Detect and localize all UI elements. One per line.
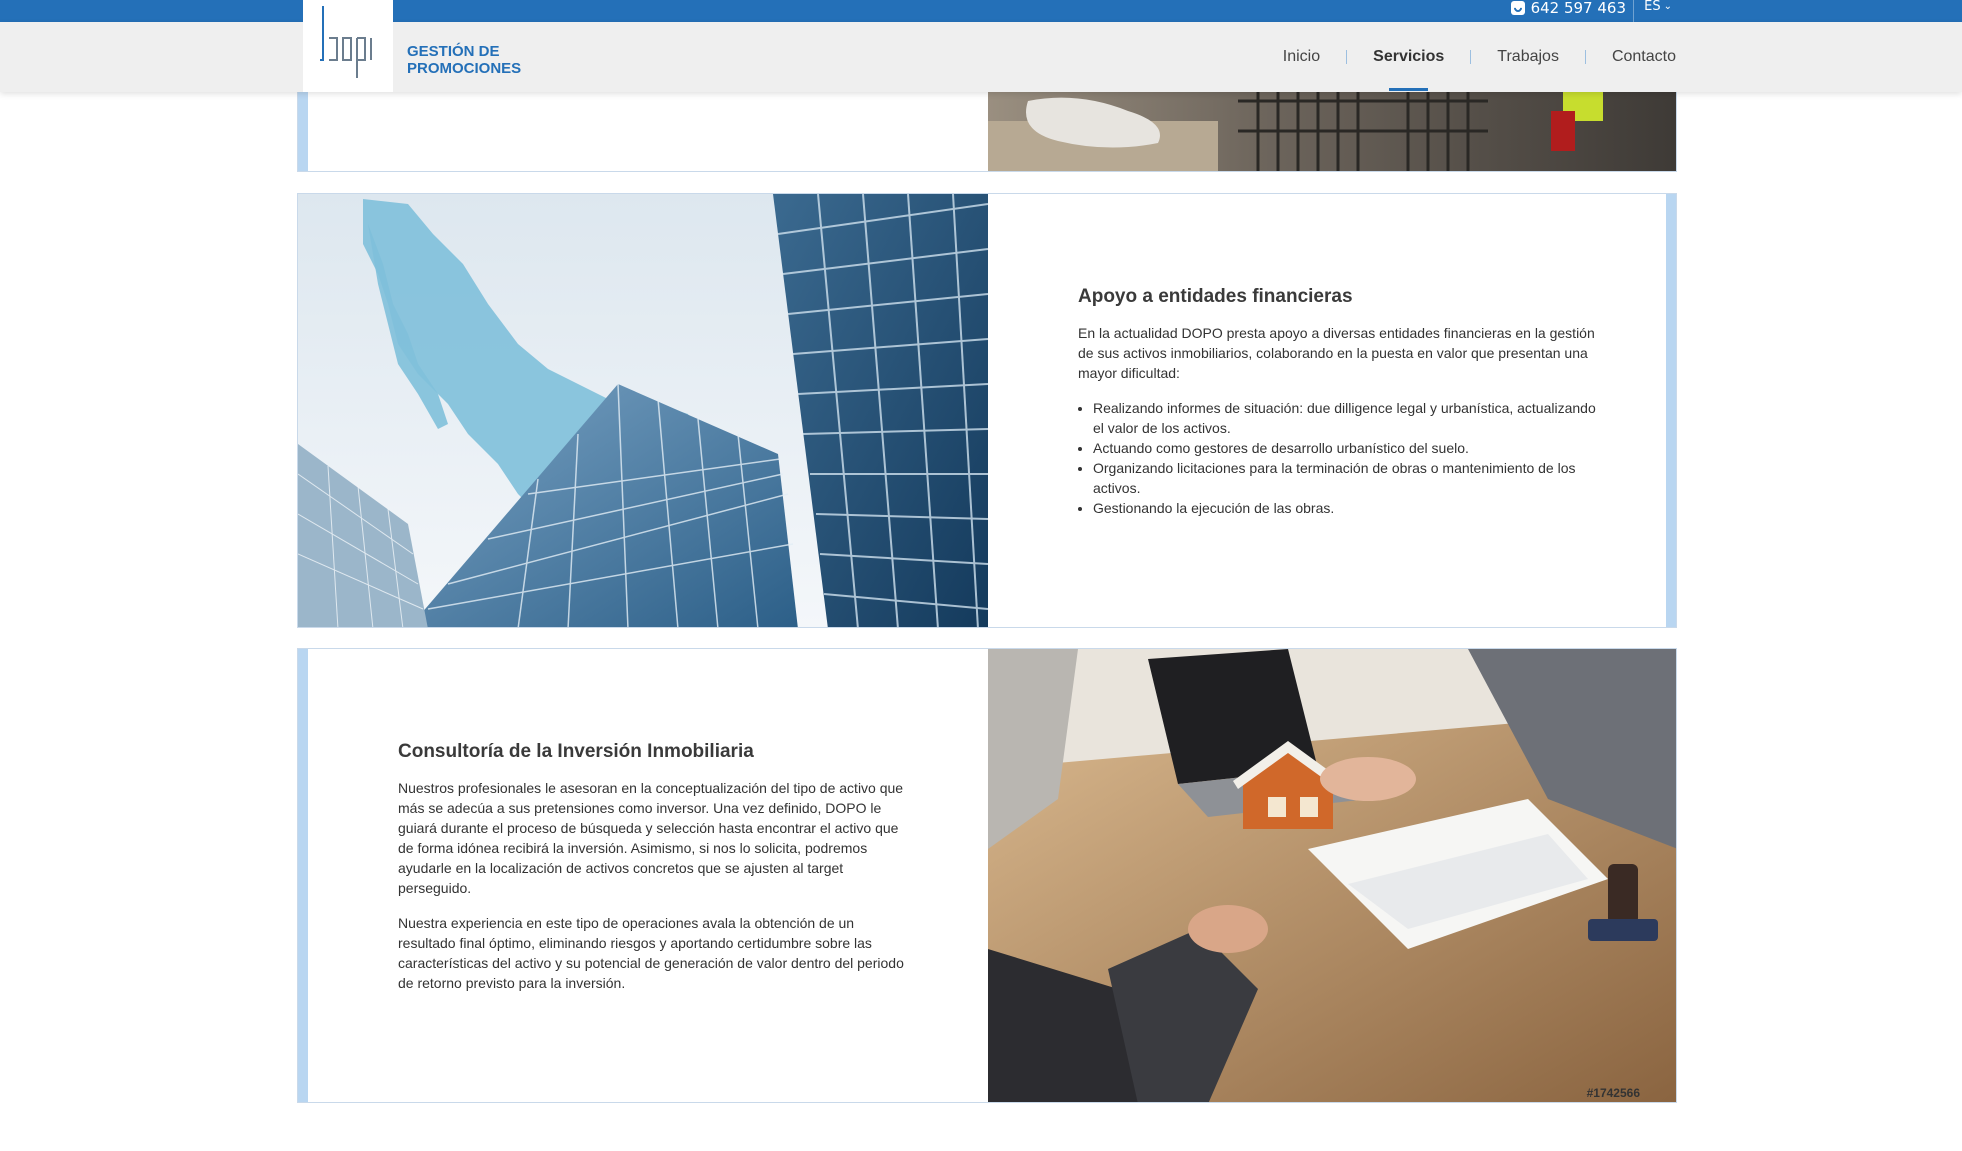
nav-divider xyxy=(1346,50,1347,64)
service-card-financial xyxy=(297,193,1677,628)
real-estate-deal-image xyxy=(988,649,1677,1102)
section-paragraph-2: Nuestra experiencia en este tipo de operaciones avala la obtención de un resultado final óptimo, eliminando riesgos y aportando certidumbre sobre las características del activo y su potencial de generación de valor dentro del periodo de retorno previsto para la inversión. xyxy=(398,915,904,991)
dopo-logo-icon xyxy=(317,4,379,84)
brand-line-2: PROMOCIONES xyxy=(407,60,522,77)
language-label: ES xyxy=(1644,0,1661,14)
phone-number: 642 597 463 xyxy=(1530,0,1626,17)
nav-inicio[interactable]: Inicio xyxy=(1282,48,1321,65)
main-nav xyxy=(1283,22,1676,92)
list-item: • Organizando licitaciones para la terminación de obras o mantenimiento de los activos. xyxy=(1093,458,1598,498)
divider xyxy=(1633,0,1634,22)
brand-name[interactable] xyxy=(407,43,521,77)
card-accent-stripe xyxy=(298,649,308,1102)
section-title: Consultoría de la Inversión Inmobiliaria xyxy=(398,741,754,762)
glass-building-mexico-image xyxy=(298,194,988,627)
top-bar xyxy=(0,0,1962,22)
nav-divider xyxy=(1470,50,1471,64)
list-item: • Realizando informes de situación: due dilligence legal y urbanística, actualizando el valor de los activos. xyxy=(1093,398,1598,438)
list-item: • Gestionando la ejecución de las obras. xyxy=(1093,498,1598,518)
nav-contacto[interactable]: Contacto xyxy=(1611,48,1676,65)
service-card-consulting xyxy=(297,648,1677,1103)
section-paragraph-1: Nuestros profesionales le asesoran en la conceptualización del tipo de activo que más se adecúa a sus pretensiones como inversor. Una vez definido, DOPO le guiará durante el proceso de búsqueda y selección hasta encontrar el activo que de forma idónea recibirá la inversión. Asimismo, si nos lo solicita, podremos ayudarle en la localización de activos concretos que se ajusten al target perseguido. xyxy=(398,780,904,896)
language-selector[interactable] xyxy=(1644,0,1672,22)
nav-trabajos[interactable]: Trabajos xyxy=(1497,48,1559,65)
chevron-down-icon: ⌄ xyxy=(1663,1,1672,12)
nav-divider xyxy=(1585,50,1586,64)
section-intro: En la actualidad DOPO presta apoyo a diversas entidades financieras en la gestión de sus activos inmobiliarios, colaborando en la puesta en valor que presentan una mayor dificultad: xyxy=(1078,325,1595,381)
brand-line-1: GESTIÓN DE xyxy=(407,43,500,60)
nav-servicios[interactable]: Servicios xyxy=(1373,48,1445,65)
phone-link[interactable] xyxy=(1511,0,1626,22)
service-list xyxy=(1078,398,1598,518)
consulting-text xyxy=(398,649,908,1102)
list-item: • Actuando como gestores de desarrollo urbanístico del suelo. xyxy=(1093,438,1598,458)
phone-icon xyxy=(1511,1,1525,15)
logo[interactable] xyxy=(303,0,393,92)
card-accent-stripe xyxy=(1666,194,1676,627)
image-id-label: #1742566 xyxy=(1586,1086,1640,1100)
financial-text xyxy=(1078,194,1598,627)
section-title: Apoyo a entidades financieras xyxy=(1078,286,1353,307)
